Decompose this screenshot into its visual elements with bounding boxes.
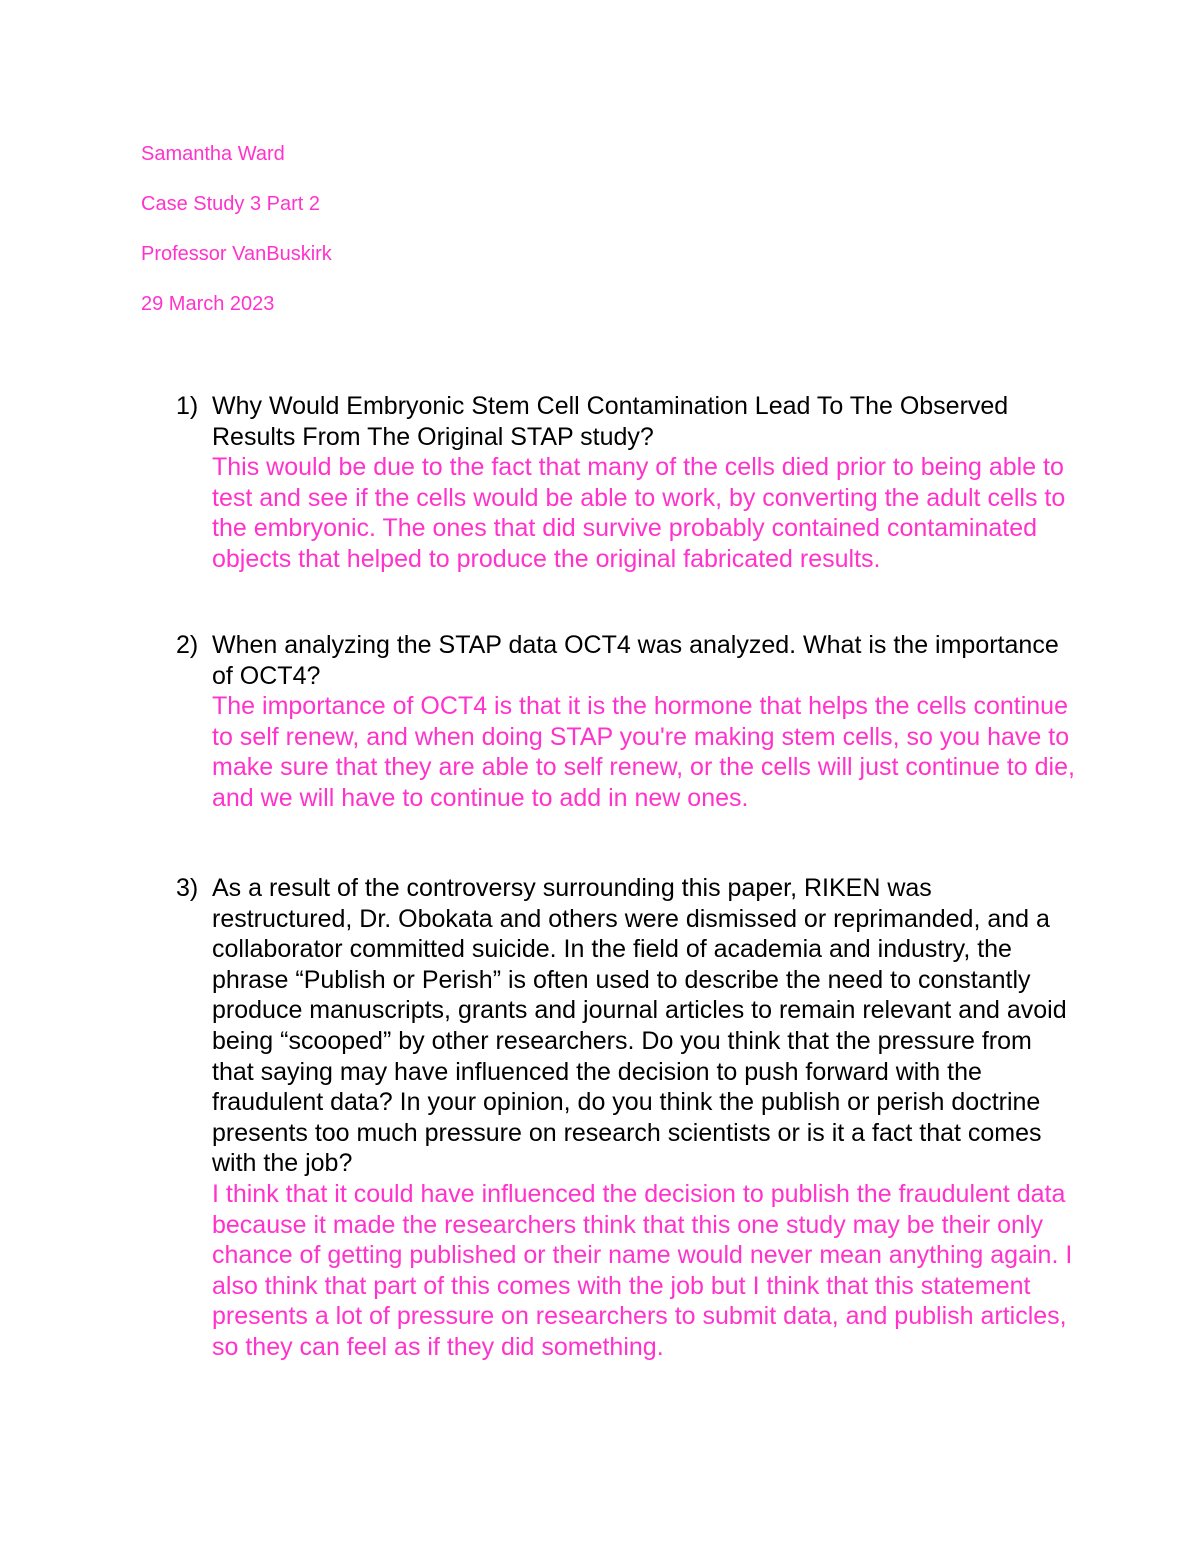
question-item-3 — [176, 873, 1076, 1363]
assignment-title: Case Study 3 Part 2 — [141, 193, 320, 215]
student-name: Samantha Ward — [141, 143, 285, 165]
question-number: 1) — [176, 392, 199, 420]
answer-text: This would be due to the fact that many of the cells died prior to being able to test and see if the cells would be able to work, by converting the adult cells to the embryonic. The ones that did survive probably contained contaminated objects that helped to produce the original fabricated results. — [212, 453, 1066, 573]
question-item-1 — [176, 391, 1076, 575]
professor-name: Professor VanBuskirk — [141, 243, 332, 265]
question-item-2 — [176, 630, 1076, 814]
question-text: Why Would Embryonic Stem Cell Contamination Lead To The Observed Results From The Original STAP study? — [212, 392, 1009, 451]
answer-text: The importance of OCT4 is that it is the hormone that helps the cells continue to self renew, and when doing STAP you're making stem cells, so you have to make sure that they are able to self renew, or the cells will just continue to die, and we will have to continue to add in new ones. — [212, 692, 1075, 812]
question-number: 3) — [176, 874, 199, 902]
question-text: As a result of the controversy surrounding this paper, RIKEN was restructured, Dr. Obokata and others were dismissed or reprimanded, and a collaborator committed suicide. In the field of academia and industry, the phrase “Publish or Perish” is often used to describe the need to constantly produce manuscripts, grants and journal articles to remain relevant and avoid being “scooped” by other researchers. Do you think that the pressure from that saying may have influenced the decision to push forward with the fraudulent data? In your opinion, do you think the publish or perish doctrine presents too much pressure on research scientists or is it a fact that comes with the job? — [212, 874, 1067, 1178]
question-text: When analyzing the STAP data OCT4 was analyzed. What is the importance of OCT4? — [212, 631, 1059, 690]
answer-text: I think that it could have influenced the decision to publish the fraudulent data because it made the researchers think that this one study may be their only chance of getting published or their name would never mean anything again. I also think that part of this comes with the job but I think that this statement presents a lot of pressure on researchers to submit data, and publish articles, so they can feel as if they did something. — [212, 1179, 1073, 1361]
question-number: 2) — [176, 631, 199, 659]
document-date: 29 March 2023 — [141, 293, 275, 315]
question-body — [212, 873, 1076, 1363]
document-header — [141, 140, 332, 340]
question-body — [212, 391, 1076, 575]
question-body — [212, 630, 1076, 814]
